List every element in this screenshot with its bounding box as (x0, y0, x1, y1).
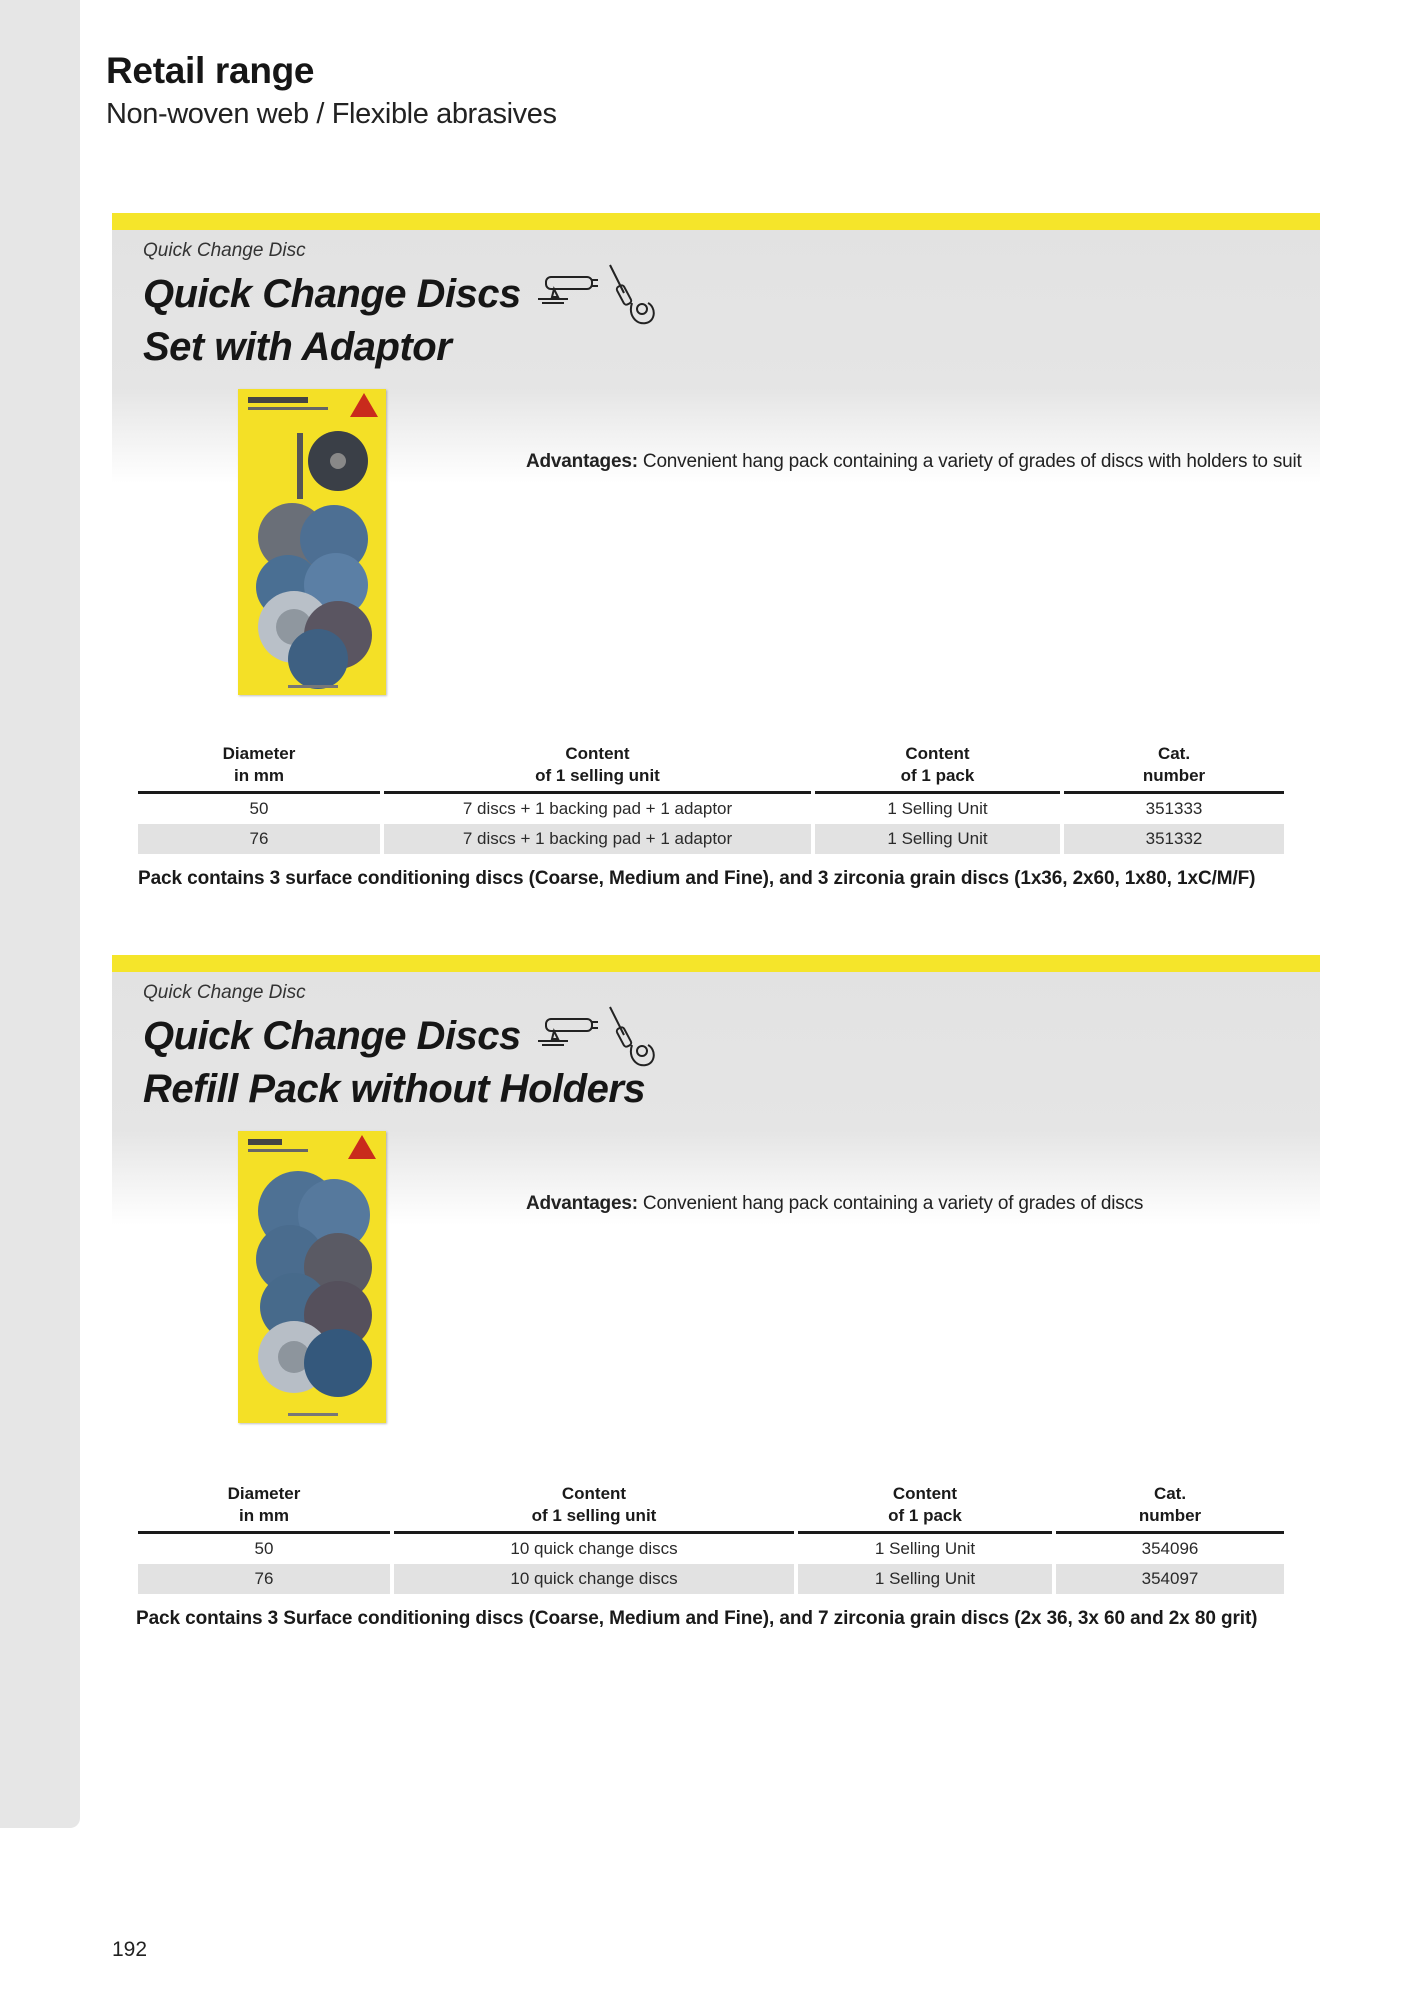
page-number: 192 (112, 1938, 148, 1961)
product-kicker: Quick Change Disc (143, 982, 306, 1003)
table-cell: 354097 (1056, 1564, 1284, 1594)
tool-icons (524, 263, 674, 338)
table-cell: 10 quick change discs (394, 1564, 794, 1594)
table-row (138, 1564, 1284, 1594)
pack-contents-note: Pack contains 3 Surface conditioning discs (Coarse, Medium and Fine), and 7 zirconia grain discs (2x 36, 3x 60 and 2x 80 grit) (136, 1608, 1258, 1629)
table-row (138, 824, 1284, 854)
angle-grinder-icon (538, 277, 598, 303)
product-kicker: Quick Change Disc (143, 240, 306, 261)
page-title: Retail range (106, 50, 315, 91)
table-cell: 50 (249, 799, 269, 818)
table-cell: 76 (138, 1564, 390, 1594)
angle-grinder-icon (538, 1019, 598, 1045)
table-cell: 1 Selling Unit (887, 799, 988, 818)
table-cell: 76 (138, 824, 380, 854)
table-cell: 7 discs + 1 backing pad + 1 adaptor (384, 824, 811, 854)
left-margin-strip (0, 0, 80, 1828)
product-table (138, 743, 1284, 854)
advantages-text: Convenient hang pack containing a variety of grades of discs with holders to suit (642, 451, 1302, 472)
table-cell: 351333 (1145, 799, 1203, 818)
table-header (138, 743, 1284, 794)
table-row (138, 1534, 1284, 1564)
table-header-cell: Content of 1 selling unit (394, 1483, 794, 1534)
advantages-label: Advantages: (526, 451, 638, 472)
table-row (138, 794, 1284, 824)
table-header-cell: Diameter in mm (138, 1483, 390, 1534)
table-header-cell: Content of 1 pack (815, 743, 1060, 794)
table-header-cell: Cat. number (1064, 743, 1284, 794)
section-accent-bar (112, 213, 1320, 230)
product-title-line1: Quick Change Discs (143, 1014, 521, 1058)
advantages-text: Convenient hang pack containing a variety of grades of discs (642, 1193, 1144, 1214)
product-title (143, 268, 521, 374)
table-cell: 354096 (1141, 1539, 1199, 1558)
table-cell: 1 Selling Unit (874, 1539, 976, 1558)
product-image-refill-pack (238, 1131, 386, 1423)
product-title-line1: Quick Change Discs (143, 272, 521, 316)
table-header-cell: Content of 1 selling unit (384, 743, 811, 794)
table-cell: 1 Selling Unit (798, 1564, 1052, 1594)
product-section-set-with-adaptor (112, 213, 1320, 903)
product-section-refill-pack (112, 955, 1320, 1645)
table-header-cell: Cat. number (1056, 1483, 1284, 1534)
table-cell: 50 (254, 1539, 274, 1558)
page-subtitle: Non-woven web / Flexible abrasives (106, 98, 557, 130)
table-cell: 351332 (1064, 824, 1284, 854)
product-advantages (526, 1193, 1143, 1215)
table-cell: 7 discs + 1 backing pad + 1 adaptor (462, 799, 733, 818)
tool-icons (524, 1005, 674, 1080)
product-advantages (526, 451, 1302, 473)
table-cell: 1 Selling Unit (815, 824, 1060, 854)
pack-contents-note: Pack contains 3 surface conditioning discs (Coarse, Medium and Fine), and 3 zirconia grain discs (1x36, 2x60, 1x80, 1xC/M/F) (138, 868, 1256, 889)
table-header-cell: Diameter in mm (138, 743, 380, 794)
die-grinder-icon (610, 1007, 654, 1065)
table-header (138, 1483, 1284, 1534)
table-header-cell: Content of 1 pack (798, 1483, 1052, 1534)
advantages-label: Advantages: (526, 1193, 638, 1214)
die-grinder-icon (610, 265, 654, 323)
product-title-line2: Set with Adaptor (143, 325, 452, 369)
table-cell: 10 quick change discs (510, 1539, 678, 1558)
product-title-line2: Refill Pack without Holders (143, 1067, 646, 1111)
product-image-set-with-adaptor (238, 389, 386, 695)
product-table (138, 1483, 1284, 1594)
section-accent-bar (112, 955, 1320, 972)
